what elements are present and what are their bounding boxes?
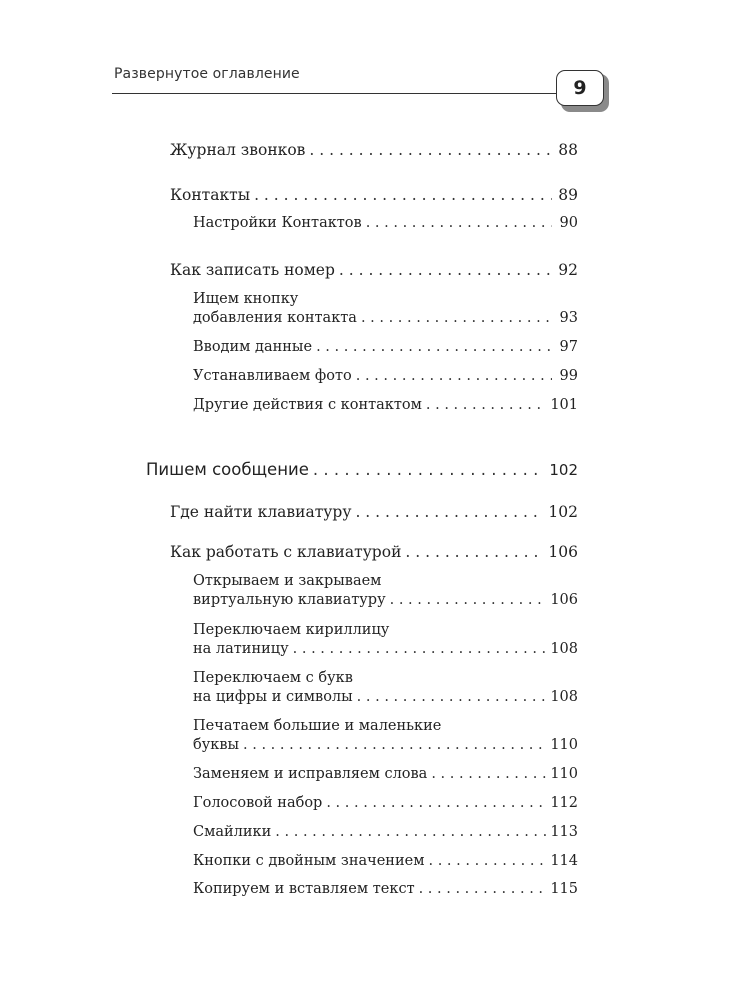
toc-label: Как записать номер [170, 261, 335, 279]
toc-chapter-entry[interactable] [146, 460, 578, 480]
toc-entry[interactable] [193, 621, 578, 659]
toc-label: Устанавливаем фото [193, 368, 352, 384]
toc-page-number: 106 [548, 543, 578, 561]
toc-page-number: 92 [558, 261, 578, 279]
toc-page-number: 112 [550, 795, 578, 811]
dot-leader [313, 460, 545, 479]
toc-page-number: 102 [549, 461, 578, 479]
toc-entry[interactable] [193, 396, 578, 415]
dot-leader [390, 591, 547, 610]
toc-entry[interactable] [193, 367, 578, 386]
toc-entry[interactable] [170, 503, 578, 522]
toc-page-number: 110 [550, 766, 578, 782]
header-divider [112, 93, 556, 94]
toc-label: Контакты [170, 186, 251, 204]
section-title: Развернутое оглавление [114, 66, 300, 82]
toc-entry[interactable] [193, 669, 578, 707]
toc-entry[interactable] [193, 717, 578, 755]
toc-entry[interactable] [193, 214, 578, 233]
dot-leader [355, 503, 544, 522]
toc-label-line1: Открываем и закрываем [193, 573, 382, 589]
toc-label-line1: Переключаем с букв [193, 670, 353, 686]
toc-entry[interactable] [193, 880, 578, 899]
page-number: 9 [573, 77, 587, 99]
toc-label: на цифры и символы [193, 689, 353, 705]
toc-label: на латиницу [193, 641, 289, 657]
toc-label: Вводим данные [193, 339, 313, 355]
dot-leader [361, 309, 552, 328]
toc-page-number: 115 [550, 881, 578, 897]
dot-leader [405, 543, 544, 562]
dot-leader [357, 688, 547, 707]
dot-leader [254, 186, 552, 205]
dot-leader [366, 214, 552, 233]
toc-label: виртуальную клавиатуру [193, 592, 386, 608]
dot-leader [316, 338, 552, 357]
toc-entry[interactable] [193, 338, 578, 357]
toc-page-number: 108 [550, 689, 578, 705]
toc-label: Кнопки с двойным значением [193, 853, 425, 869]
toc-entry[interactable] [170, 186, 578, 205]
toc-entry[interactable] [193, 823, 578, 842]
toc-entry[interactable] [170, 543, 578, 562]
toc-entry[interactable] [193, 852, 578, 871]
toc-page-number: 88 [558, 141, 578, 159]
toc-page-number: 101 [550, 397, 578, 413]
toc-page-number: 108 [550, 641, 578, 657]
toc-label: Голосовой набор [193, 795, 323, 811]
toc-page-number: 93 [559, 310, 578, 326]
dot-leader [431, 765, 546, 784]
toc-page-number: 99 [559, 368, 578, 384]
toc-label: Где найти клавиатуру [170, 503, 352, 521]
dot-leader [275, 823, 546, 842]
toc-label-line1: Переключаем кириллицу [193, 622, 390, 638]
toc-label: Смайлики [193, 824, 272, 840]
toc-page-number: 114 [550, 853, 578, 869]
toc-page-number: 106 [550, 592, 578, 608]
toc-page-number: 90 [559, 215, 578, 231]
toc-label: Настройки Контактов [193, 215, 362, 231]
dot-leader [309, 141, 552, 160]
toc-page-number: 97 [559, 339, 578, 355]
toc-entry[interactable] [193, 765, 578, 784]
toc-label: добавления контакта [193, 310, 357, 326]
toc-label: буквы [193, 737, 240, 753]
dot-leader [243, 736, 546, 755]
toc-entry[interactable] [170, 141, 578, 160]
toc-label: Копируем и вставляем текст [193, 881, 415, 897]
toc-page-number: 102 [548, 503, 578, 521]
toc-chapter-label: Пишем сообщение [146, 460, 309, 479]
toc-page-number: 110 [550, 737, 578, 753]
dot-leader [339, 261, 552, 280]
dot-leader [356, 367, 552, 386]
toc-label: Заменяем и исправляем слова [193, 766, 428, 782]
toc-label-line1: Ищем кнопку [193, 291, 299, 307]
toc-label: Другие действия с контактом [193, 397, 422, 413]
dot-leader [419, 880, 547, 899]
toc-entry[interactable] [193, 290, 578, 328]
dot-leader [429, 852, 547, 871]
page-number-badge [556, 70, 604, 106]
toc-label: Журнал звонков [170, 141, 306, 159]
toc-entry[interactable] [170, 261, 578, 280]
toc-page-number: 89 [558, 186, 578, 204]
dot-leader [426, 396, 546, 415]
toc-entry[interactable] [193, 572, 578, 610]
dot-leader [326, 794, 546, 813]
toc-label: Как работать с клавиатурой [170, 543, 402, 561]
toc-page-number: 113 [550, 824, 578, 840]
dot-leader [293, 640, 547, 659]
toc-entry[interactable] [193, 794, 578, 813]
toc-label-line1: Печатаем большие и маленькие [193, 718, 442, 734]
